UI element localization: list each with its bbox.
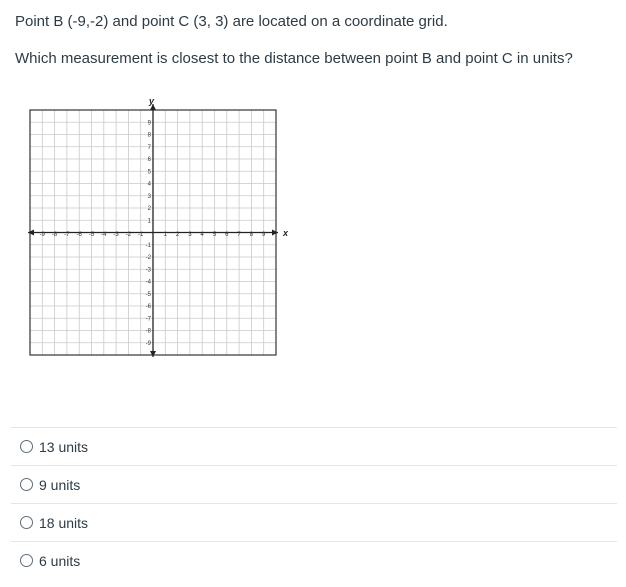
y-tick-label: 5 [147, 169, 151, 176]
y-tick-label: 6 [147, 157, 151, 163]
x-tick-label: 6 [225, 232, 229, 238]
x-tick-label: 2 [175, 232, 180, 238]
radio-button-icon[interactable] [20, 516, 33, 529]
y-tick-label: 4 [147, 181, 151, 188]
y-tick-label: 8 [147, 132, 151, 139]
answer-choice-3[interactable] [11, 503, 617, 541]
y-tick-label: 7 [147, 144, 151, 151]
answer-choice-4[interactable] [11, 541, 617, 579]
y-tick-label: 9 [147, 120, 151, 127]
y-tick-label: -3 [145, 267, 151, 274]
x-tick-label: -7 [64, 232, 70, 238]
answer-choice-label: 9 units [39, 476, 81, 493]
x-tick-label: 9 [262, 232, 266, 238]
x-tick-label: -1 [138, 232, 144, 238]
y-axis-arrow-down-icon [150, 351, 156, 357]
x-axis-arrow-left-icon [28, 230, 34, 236]
answer-choice-label: 6 units [39, 552, 81, 569]
y-tick-label: 1 [147, 218, 151, 225]
y-tick-label: -7 [145, 316, 151, 323]
answer-choice-label: 18 units [39, 514, 89, 531]
question-text-line2: Which measurement is closest to the distance between point B and point C in units? [15, 50, 573, 67]
x-tick-label: 8 [249, 232, 254, 238]
x-tick-label: -3 [113, 232, 119, 238]
y-tick-label: -1 [145, 242, 151, 249]
coordinate-grid [24, 94, 292, 362]
x-tick-label: -6 [76, 232, 82, 238]
y-tick-label: -2 [145, 255, 151, 261]
x-tick-label: 4 [200, 232, 204, 238]
radio-button-icon[interactable] [20, 478, 33, 491]
x-tick-label: -9 [39, 232, 45, 238]
x-tick-label: 3 [188, 232, 192, 238]
y-tick-label: 2 [147, 206, 151, 212]
x-axis-arrow-right-icon [272, 230, 278, 236]
x-axis-label: x [283, 228, 289, 238]
question-text-line1: Point B (-9,-2) and point C (3, 3) are located on a coordinate grid. [15, 13, 448, 30]
x-tick-label: -8 [51, 232, 58, 238]
y-axis-label: y [149, 96, 155, 106]
axes [28, 104, 278, 357]
x-tick-label: -4 [101, 232, 107, 238]
y-tick-label: -9 [145, 340, 151, 347]
x-tick-label: 7 [237, 232, 241, 238]
radio-button-icon[interactable] [20, 440, 33, 453]
x-tick-label: 5 [212, 232, 217, 238]
answer-choice-2[interactable] [11, 465, 617, 503]
radio-button-icon[interactable] [20, 554, 33, 567]
x-tick-label: -2 [125, 232, 132, 238]
y-tick-label: -4 [145, 279, 151, 286]
answer-choice-label: 13 units [39, 438, 89, 455]
x-tick-label: 1 [163, 232, 167, 238]
y-tick-label: -8 [145, 328, 151, 335]
x-tick-label: -5 [88, 232, 95, 238]
y-tick-label: -5 [145, 291, 151, 298]
y-tick-label: -6 [145, 304, 151, 310]
y-tick-label: 3 [147, 193, 151, 200]
answer-choice-1[interactable] [11, 427, 617, 465]
answer-choices [11, 427, 617, 579]
